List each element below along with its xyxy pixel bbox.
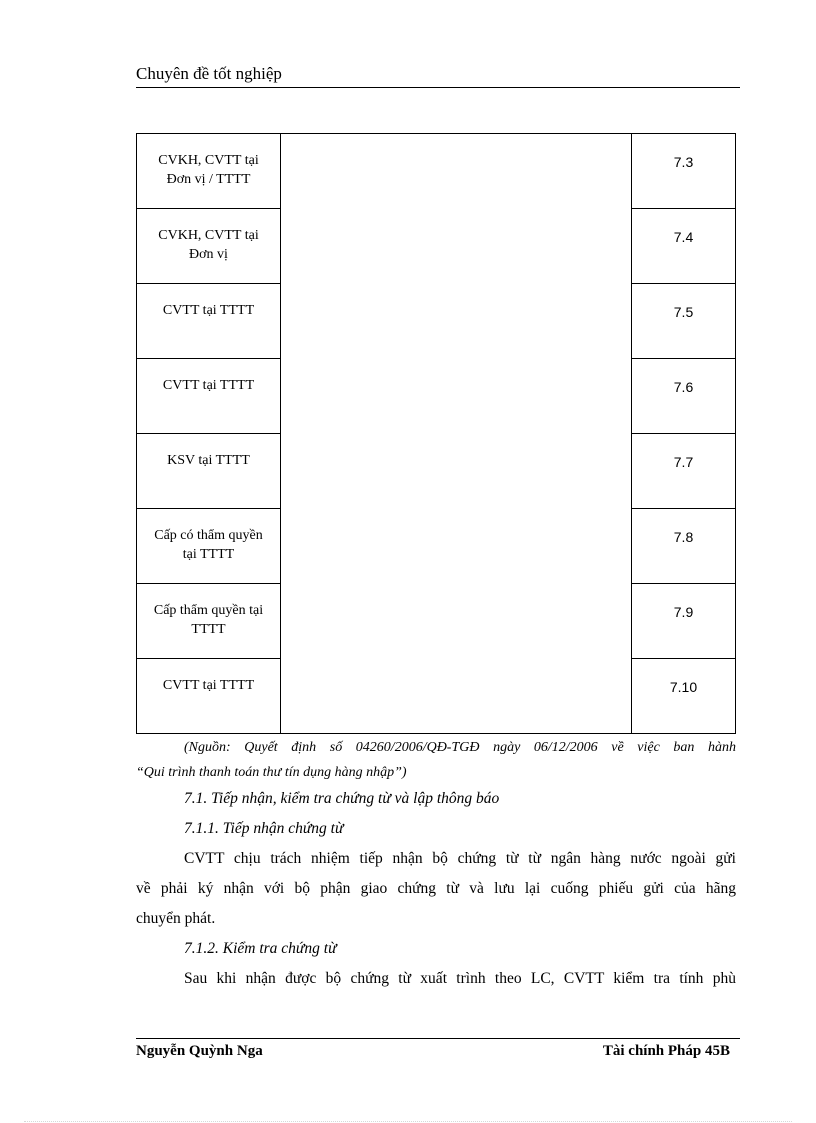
actor-label: CVTT tại TTTT: [162, 303, 255, 318]
actor-label: tại TTTT: [182, 547, 235, 562]
step-cell: [632, 134, 736, 209]
paragraph-check: [136, 964, 736, 994]
table-row: [137, 134, 736, 209]
step-number: 7.5: [673, 304, 694, 320]
step-cell: [632, 359, 736, 434]
step-number: 7.10: [669, 679, 698, 695]
actor-label: CVKH, CVTT tại: [158, 228, 259, 243]
actor-label: CVKH, CVTT tại: [158, 153, 259, 168]
header-divider: [136, 87, 740, 88]
actor-cell: [137, 659, 281, 734]
paragraph-line: CVTT chịu trách nhiệm tiếp nhận bộ chứng từ từ ngân hàng nước ngoài gửi: [184, 850, 736, 867]
actor-cell: [137, 284, 281, 359]
process-table: [136, 133, 736, 734]
source-citation: [136, 735, 736, 785]
actor-label: Cấp có thẩm quyền: [154, 528, 263, 543]
footer-class: Tài chính Pháp 45B: [602, 1043, 730, 1059]
step-cell: [632, 284, 736, 359]
actor-cell: [137, 509, 281, 584]
step-number: 7.8: [673, 529, 694, 545]
step-number: 7.9: [673, 604, 694, 620]
step-cell: [632, 659, 736, 734]
section-heading-7-1: 7.1. Tiếp nhận, kiểm tra chứng từ và lập thông báo: [184, 790, 500, 807]
step-cell: [632, 509, 736, 584]
source-line: (Nguồn: Quyết định số 04260/2006/QĐ-TGĐ ngày 06/12/2006 về việc ban hành: [184, 740, 736, 755]
step-number: 7.3: [673, 154, 694, 170]
footer-author: Nguyễn Quỳnh Nga: [136, 1043, 263, 1059]
actor-cell: [137, 434, 281, 509]
page-header-title: Chuyên đề tốt nghiệp: [136, 64, 282, 83]
section-heading-7-1-2: 7.1.2. Kiểm tra chứng từ: [184, 940, 337, 957]
step-cell: [632, 584, 736, 659]
step-number: 7.6: [673, 379, 694, 395]
paragraph-receipt: [136, 844, 736, 934]
actor-label: Cấp thẩm quyền tại: [153, 603, 264, 618]
actor-cell: [137, 359, 281, 434]
paragraph-line: chuyển phát.: [136, 910, 216, 927]
actor-cell: [137, 134, 281, 209]
footer-divider: [136, 1038, 740, 1039]
actor-cell: [137, 584, 281, 659]
actor-label: CVTT tại TTTT: [162, 378, 255, 393]
step-number: 7.7: [673, 454, 694, 470]
source-line: “Qui trình thanh toán thư tín dụng hàng nhập”): [136, 765, 407, 780]
actor-label: CVTT tại TTTT: [162, 678, 255, 693]
actor-label: Đơn vị / TTTT: [166, 172, 251, 187]
actor-label: TTTT: [191, 622, 226, 637]
actor-label: Đơn vị: [189, 247, 228, 262]
section-heading-7-1-1: 7.1.1. Tiếp nhận chứng từ: [184, 820, 344, 837]
paragraph-line: về phải ký nhận với bộ phận giao chứng từ và lưu lại cuống phiếu gửi của hãng: [136, 880, 736, 897]
page-bottom-border: [24, 1121, 792, 1122]
step-cell: [632, 434, 736, 509]
paragraph-line: Sau khi nhận được bộ chứng từ xuất trình theo LC, CVTT kiểm tra tính phù: [184, 970, 736, 987]
flowchart-area: [281, 134, 632, 734]
actor-label: KSV tại TTTT: [167, 453, 250, 468]
step-cell: [632, 209, 736, 284]
actor-cell: [137, 209, 281, 284]
step-number: 7.4: [673, 229, 694, 245]
